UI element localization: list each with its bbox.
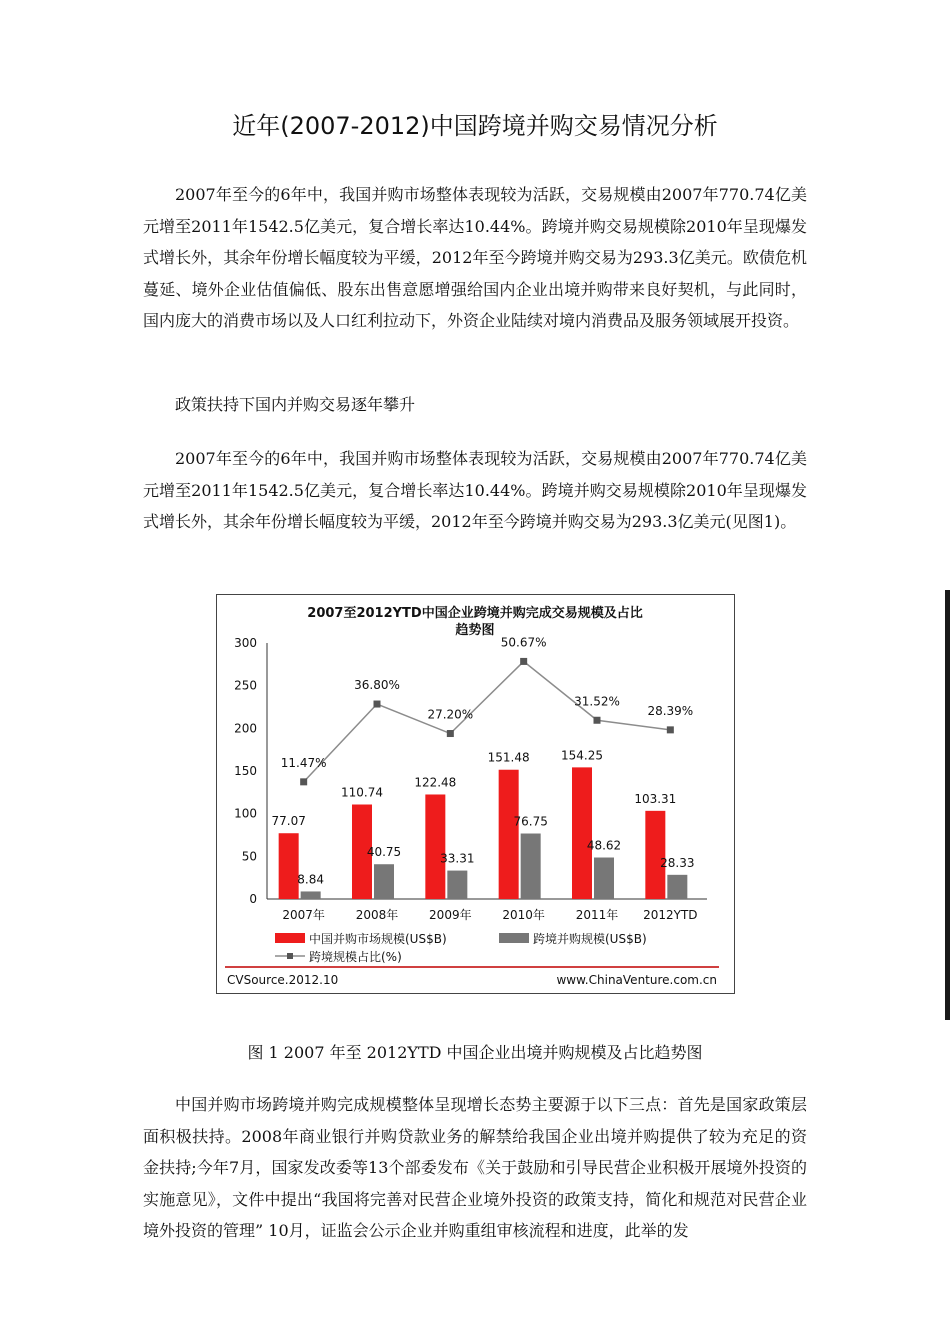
y-tick-label: 100 [234, 806, 257, 821]
share-label: 27.20% [427, 707, 474, 722]
bar-cross-border [521, 834, 541, 899]
share-point [667, 726, 674, 733]
chart-figure [216, 594, 735, 994]
x-tick-label: 2009年 [429, 908, 472, 922]
y-tick-label: 250 [234, 678, 257, 693]
bar-china-ma [425, 794, 445, 899]
legend-label-china-ma: 中国并购市场规模(US$B) [309, 932, 447, 946]
bar-cross-border [447, 871, 467, 899]
paragraph-detail: 2007年至今的6年中，我国并购市场整体表现较为活跃，交易规模由2007年770.74亿美元增至2011年1542.5亿美元，复合增长率达10.44%。跨境并购交易规模除2010年呈现爆发式增长外，其余年份增长幅度较为平缓，2012年至今跨境并购交易为293.3亿美元(见图1)。 [143, 449, 807, 531]
bar-label-china-ma: 77.07 [271, 814, 306, 829]
legend-marker-share [287, 953, 293, 959]
y-tick-label: 50 [241, 849, 257, 864]
bar-cross-border [374, 864, 394, 899]
bar-china-ma [572, 767, 592, 899]
legend-swatch-china-ma [275, 933, 305, 943]
legend-label-share: 跨境规模占比(%) [309, 950, 402, 964]
bar-cross-border [594, 858, 614, 899]
y-tick-label: 150 [234, 764, 257, 778]
source-left: CVSource.2012.10 [227, 973, 339, 987]
figure-caption: 图 1 2007 年至 2012YTD 中国企业出境并购规模及占比趋势图 [247, 1043, 703, 1062]
x-tick-label: 2008年 [355, 908, 399, 922]
source-right: www.ChinaVenture.com.cn [556, 973, 717, 987]
bar-cross-border [301, 891, 321, 899]
share-label: 31.52% [574, 694, 620, 709]
bar-china-ma [279, 833, 299, 899]
paragraph-reasons: 中国并购市场跨境并购完成规模整体呈现增长态势主要源于以下三点：首先是国家政策层面积极扶持。2008年商业银行并购贷款业务的解禁给我国企业出境并购提供了较为充足的资金扶持;今年7月，国家发改委等13个部委发布《关于鼓励和引导民营企业积极开展境外投资的实施意见》，文件中提出“我国将完善对民营企业境外投资的政策支持，简化和规范对民营企业境外投资的管理” 10月，证监会公示企业并购重组审核流程和进度，此举的发 [143, 1095, 807, 1240]
bar-label-cross-border: 8.84 [297, 872, 325, 887]
page-edge-mark [945, 590, 950, 1020]
share-point [520, 658, 527, 665]
section-heading: 政策扶持下国内并购交易逐年攀升 [175, 395, 416, 414]
share-point [374, 701, 381, 708]
share-label: 36.80% [354, 678, 400, 693]
bar-cross-border [667, 875, 687, 899]
y-tick-label: 200 [234, 721, 257, 736]
bar-label-cross-border: 76.75 [513, 814, 548, 829]
bar-label-china-ma: 110.74 [341, 785, 383, 800]
share-label: 11.47% [280, 755, 327, 770]
y-tick-label: 0 [249, 892, 257, 906]
bar-china-ma [499, 770, 519, 899]
share-label: 28.39% [647, 703, 694, 718]
bar-label-china-ma: 154.25 [561, 748, 603, 763]
chart-title-line2: 趋势图 [455, 623, 495, 638]
bar-label-cross-border: 28.33 [660, 855, 695, 870]
x-tick-label: 2007年 [282, 908, 325, 922]
chart-svg [217, 595, 734, 993]
document-title: 近年(2007-2012)中国跨境并购交易情况分析 [232, 112, 718, 140]
share-point [594, 717, 601, 724]
legend-label-cross-border: 跨境并购规模(US$B) [533, 932, 647, 946]
share-label: 50.67% [500, 635, 547, 650]
bar-label-china-ma: 151.48 [487, 750, 530, 765]
x-tick-label: 2012YTD [643, 908, 698, 922]
bar-label-china-ma: 103.31 [634, 791, 677, 806]
chart-title-line1: 2007至2012YTD中国企业跨境并购完成交易规模及占比 [307, 606, 643, 621]
share-point [447, 730, 454, 737]
bar-label-china-ma: 122.48 [414, 775, 457, 790]
x-tick-label: 2011年 [575, 908, 619, 922]
share-point [300, 778, 307, 785]
legend-swatch-cross-border [499, 933, 529, 943]
x-tick-label: 2010年 [502, 908, 545, 922]
paragraph-intro: 2007年至今的6年中，我国并购市场整体表现较为活跃，交易规模由2007年770.74亿美元增至2011年1542.5亿美元，复合增长率达10.44%。跨境并购交易规模除2010年呈现爆发式增长外，其余年份增长幅度较为平缓，2012年至今跨境并购交易为293.3亿美元。欧债危机蔓延、境外企业估值偏低、股东出售意愿增强给国内企业出境并购带来良好契机，与此同时，国内庞大的消费市场以及人口红利拉动下，外资企业陆续对境内消费品及服务领域展开投资。 [143, 185, 807, 330]
bar-label-cross-border: 48.62 [586, 838, 622, 853]
y-tick-label: 300 [234, 636, 257, 650]
bar-label-cross-border: 33.31 [440, 851, 475, 866]
bar-label-cross-border: 40.75 [366, 845, 402, 860]
